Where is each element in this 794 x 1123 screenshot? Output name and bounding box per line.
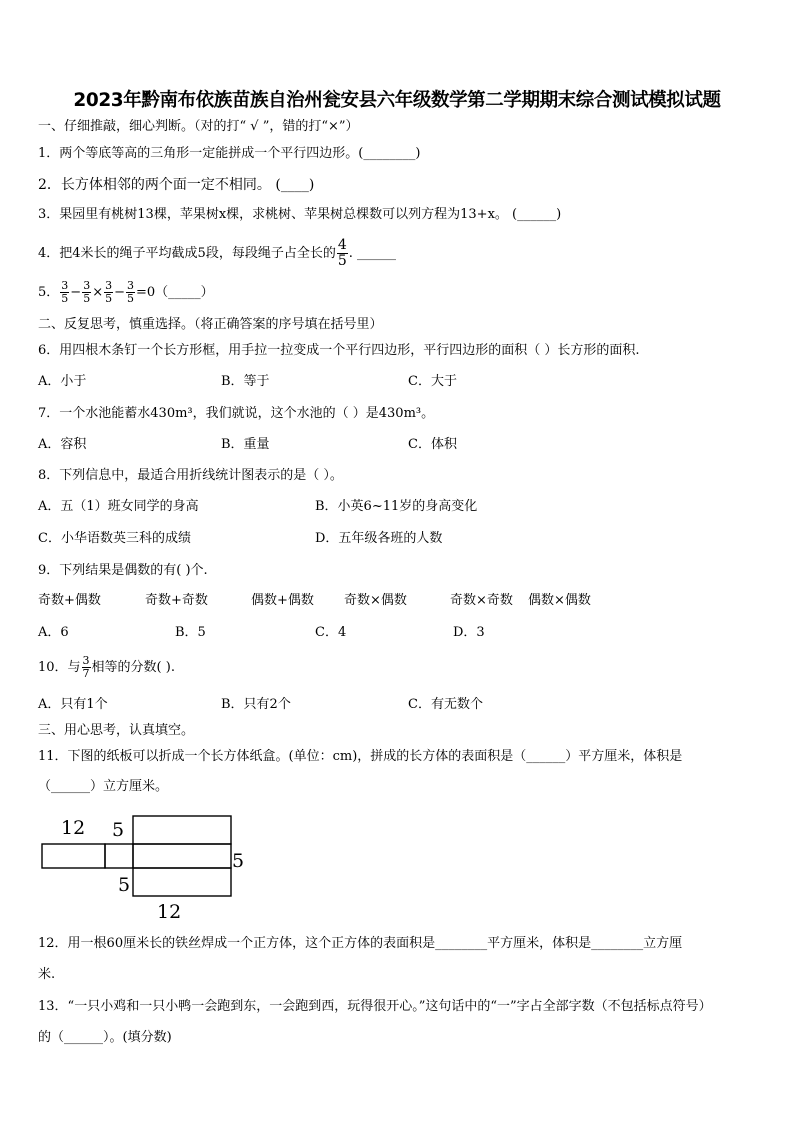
q9-item-3: 偶数+偶数 — [251, 593, 314, 608]
q6-option-c: C．大于 — [408, 374, 457, 389]
section-3-heading: 三、用心思考，认真填空。 — [38, 723, 195, 738]
question-12-line-2: 米. — [38, 967, 56, 982]
label-5-top: 5 — [112, 819, 125, 841]
box-net-figure — [36, 808, 256, 926]
q8-option-c: C．小华语数英三科的成绩 — [38, 531, 191, 546]
net-face-center — [133, 844, 231, 868]
question-11-line-1: 11．下图的纸板可以折成一个长方体纸盒。(单位：cm)，拼成的长方体的表面积是（______）平方厘米，体积是 — [38, 749, 683, 764]
fraction-4-5 — [337, 238, 348, 269]
q9-option-d: D．3 — [453, 625, 485, 640]
question-5-number: 5． — [38, 285, 60, 300]
question-6: 6．用四根木条钉一个长方形框，用手拉一拉变成一个平行四边形，平行四边形的面积（ ）长方形的面积. — [38, 343, 640, 358]
operator: × — [92, 285, 104, 300]
q8-option-d: D．五年级各班的人数 — [315, 531, 443, 546]
operator: − — [70, 285, 82, 300]
question-12-line-1: 12．用一根60厘米长的铁丝焊成一个正方体，这个正方体的表面积是________平方厘米，体积是________立方厘 — [38, 936, 683, 951]
fraction-term-2 — [82, 280, 91, 305]
question-4-blank: . ______ — [348, 246, 397, 261]
net-face-left-long — [42, 844, 105, 868]
q10-option-b: B．只有2个 — [221, 697, 291, 712]
fraction-3-7 — [82, 655, 91, 680]
net-face-left-short — [105, 844, 133, 868]
question-2: 2．长方体相邻的两个面一定不相同。 (____) — [38, 177, 315, 193]
fraction-numerator: 3 — [61, 279, 69, 292]
q7-option-c: C．体积 — [408, 437, 457, 452]
operator: − — [114, 285, 125, 300]
q9-item-4: 奇数×偶数 — [344, 593, 407, 608]
q9-item-5: 奇数×奇数 — [450, 593, 513, 608]
question-5 — [38, 276, 214, 310]
q10-option-c: C．有无数个 — [408, 697, 483, 712]
question-10 — [38, 651, 175, 685]
q8-option-a: A．五（1）班女同学的身高 — [38, 499, 199, 514]
fraction-denominator: 5 — [83, 292, 91, 305]
question-7: 7．一个水池能蓄水430m³，我们就说，这个水池的（ ）是430m³。 — [38, 406, 435, 421]
fraction-denominator: 5 — [337, 253, 347, 269]
fraction-term-4 — [126, 280, 135, 305]
q8-option-b: B．小英6~11岁的身高变化 — [315, 499, 478, 514]
question-13-line-1: 13．“一只小鸡和一只小鸭一会跑到东，一会跑到西，玩得很开心。”这句话中的“一”字占全部字数（不包括标点符号） — [38, 999, 712, 1014]
question-9: 9．下列结果是偶数的有( )个. — [38, 563, 208, 578]
q9-item-1: 奇数+偶数 — [38, 593, 101, 608]
q9-item-6: 偶数×偶数 — [528, 593, 591, 608]
label-12-top: 12 — [61, 817, 86, 839]
question-11-line-2: （______）立方厘米。 — [38, 779, 169, 794]
question-5-answer-blank: =0（_____） — [136, 285, 214, 300]
page-title: 2023年黔南布依族苗族自治州瓮安县六年级数学第二学期期末综合测试模拟试题 — [73, 90, 721, 111]
label-5-right: 5 — [232, 850, 245, 872]
fraction-term-3 — [104, 280, 113, 305]
fraction-term-1 — [60, 280, 69, 305]
q10-option-a: A．只有1个 — [38, 697, 108, 712]
q7-option-b: B．重量 — [221, 437, 270, 452]
question-10-prefix: 10．与 — [38, 660, 81, 675]
question-13-line-2: 的（______）。(填分数) — [38, 1030, 172, 1045]
fraction-numerator: 4 — [337, 237, 347, 253]
question-1: 1．两个等底等高的三角形一定能拼成一个平行四边形。(________) — [38, 146, 421, 161]
net-face-bottom — [133, 868, 231, 896]
q9-option-c: C．4 — [315, 625, 347, 640]
section-2-heading: 二、反复思考，慎重选择。（将正确答案的序号填在括号里） — [38, 317, 383, 332]
section-1-heading: 一、仔细推敲，细心判断。（对的打“ √ ”，错的打“×”） — [38, 119, 359, 134]
label-5-bottom: 5 — [118, 874, 131, 896]
q7-option-a: A．容积 — [38, 437, 87, 452]
q9-item-2: 奇数+奇数 — [145, 593, 208, 608]
fraction-numerator: 3 — [83, 279, 91, 292]
q6-option-b: B．等于 — [221, 374, 270, 389]
fraction-denominator: 5 — [105, 292, 113, 305]
question-10-suffix: 相等的分数( ). — [91, 660, 175, 675]
fraction-denominator: 7 — [82, 667, 90, 680]
label-12-bottom: 12 — [157, 901, 182, 923]
fraction-denominator: 5 — [127, 292, 134, 305]
question-4 — [38, 237, 396, 271]
question-4-text: 4．把4米长的绳子平均截成5段，每段绳子占全长的 — [38, 246, 336, 261]
q9-option-b: B．5 — [175, 625, 206, 640]
fraction-numerator: 3 — [127, 279, 134, 292]
fraction-denominator: 5 — [61, 292, 69, 305]
q9-option-a: A．6 — [38, 625, 69, 640]
question-3: 3．果园里有桃树13棵，苹果树x棵，求桃树、苹果树总棵数可以列方程为13+x。 (______) — [38, 207, 562, 222]
question-8: 8．下列信息中，最适合用折线统计图表示的是（ ）。 — [38, 468, 343, 483]
net-face-top — [133, 816, 231, 844]
fraction-numerator: 3 — [105, 279, 113, 292]
fraction-numerator: 3 — [82, 654, 90, 667]
q6-option-a: A．小于 — [38, 374, 87, 389]
